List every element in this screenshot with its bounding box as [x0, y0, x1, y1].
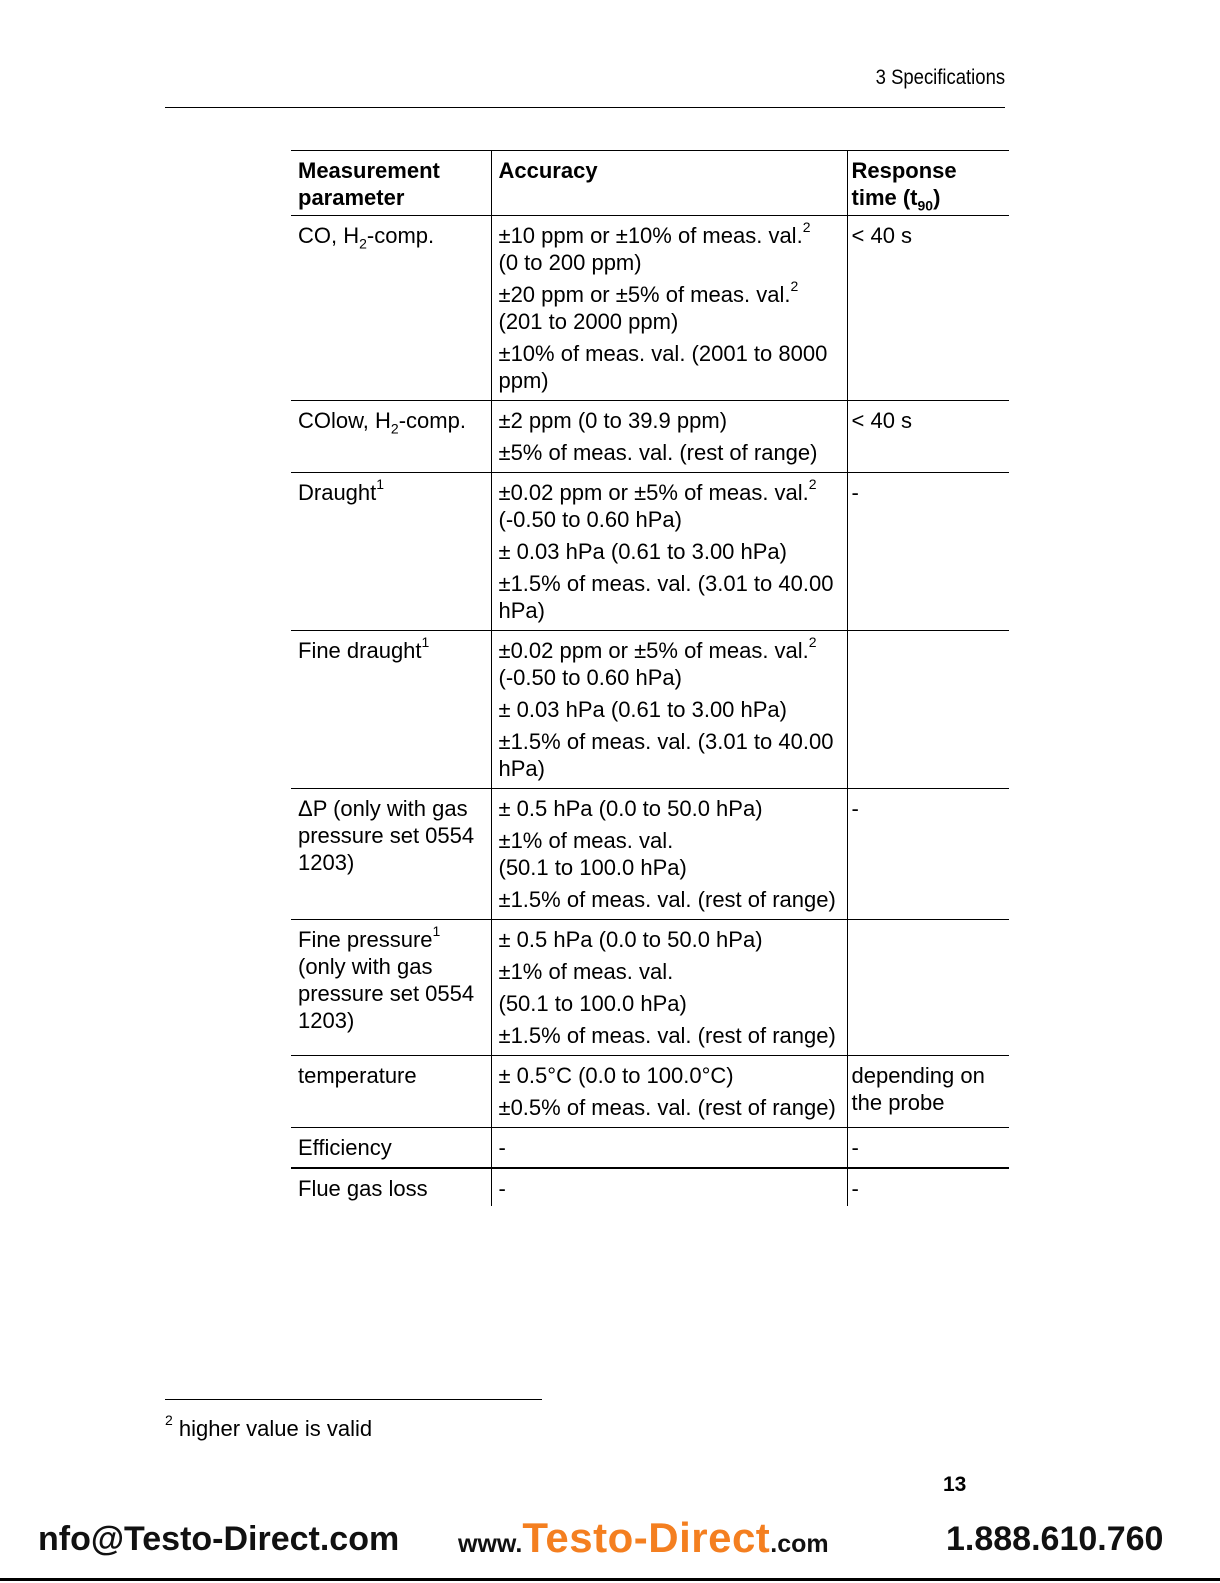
footer-web-brand: Testo-Direct: [522, 1514, 771, 1561]
cell-accuracy: [491, 1168, 847, 1206]
accuracy-line: [499, 886, 843, 913]
accuracy-line: [499, 926, 843, 953]
accuracy-line: [499, 538, 843, 565]
accuracy-text: ±5% of meas. val. (rest of range): [498, 440, 818, 465]
cell-parameter: [291, 1056, 491, 1128]
parameter-name: ΔP (only with gas pressure set 0554 1203): [298, 796, 475, 875]
footer-bar: [0, 1510, 1220, 1570]
parameter-name: Efficiency: [298, 1135, 392, 1160]
cell-accuracy: [491, 216, 847, 401]
footnote: [165, 1411, 373, 1442]
cell-response-time: depending on the probe: [847, 1056, 1009, 1128]
accuracy-line: [499, 958, 843, 985]
cell-accuracy: [491, 631, 847, 789]
accuracy-line: [499, 795, 843, 822]
cell-accuracy: [491, 473, 847, 631]
table-row: [291, 1168, 1009, 1206]
accuracy-text: ±1.5% of meas. val. (rest of range): [498, 887, 836, 912]
accuracy-text: ±0.02 ppm or ±5% of meas. val.: [498, 480, 809, 505]
cell-response-time: -: [847, 1128, 1009, 1169]
table-row: [291, 789, 1009, 920]
cell-accuracy: [491, 401, 847, 473]
accuracy-range: (-0.50 to 0.60 hPa): [498, 507, 682, 532]
accuracy-text: ±2 ppm (0 to 39.9 ppm): [498, 408, 728, 433]
accuracy-line: [499, 340, 843, 394]
footnote-marker: 2: [165, 1411, 173, 1428]
accuracy-line: [499, 1022, 843, 1049]
footer-phone[interactable]: 1.888.610.760: [946, 1520, 1164, 1558]
table-row: [291, 1128, 1009, 1169]
accuracy-line: [498, 633, 843, 691]
parameter-name: Draught: [298, 480, 377, 505]
accuracy-text: ±20 ppm or ±5% of meas. val.: [498, 282, 791, 307]
accuracy-text: ±0.02 ppm or ±5% of meas. val.: [498, 638, 809, 663]
table-row: [291, 473, 1009, 631]
cell-accuracy: [491, 920, 847, 1056]
accuracy-text: ±10 ppm or ±10% of meas. val.: [498, 223, 803, 248]
cell-response-time: -: [847, 1168, 1009, 1206]
cell-response-time: < 40 s: [847, 401, 1009, 473]
accuracy-range: (201 to 2000 ppm): [498, 309, 679, 334]
cell-parameter: [291, 789, 491, 920]
accuracy-text: -: [498, 1176, 506, 1201]
header-response-time-sub: 90: [917, 197, 934, 214]
cell-parameter: [291, 1128, 491, 1169]
accuracy-text: ± 0.5 hPa (0.0 to 50.0 hPa): [498, 927, 763, 952]
accuracy-line: [498, 277, 843, 335]
accuracy-line: [499, 827, 843, 881]
header-response-time-close: ): [933, 185, 941, 210]
accuracy-line: [499, 1175, 843, 1202]
parameter-name: COlow, H: [298, 408, 391, 433]
accuracy-text: ± 0.03 hPa (0.61 to 3.00 hPa): [498, 697, 787, 722]
bottom-rule: [0, 1578, 1220, 1581]
parameter-subscript: 2: [390, 420, 399, 437]
accuracy-text: (50.1 to 100.0 hPa): [498, 991, 687, 1016]
cell-response-time: -: [847, 473, 1009, 631]
table-row: [291, 920, 1009, 1056]
cell-parameter: [291, 473, 491, 631]
accuracy-text: ± 0.03 hPa (0.61 to 3.00 hPa): [498, 539, 787, 564]
header-response-time-text: Response time (t: [851, 158, 957, 210]
parameter-footnote-ref: 1: [376, 475, 385, 492]
accuracy-range: (50.1 to 100.0 hPa): [498, 855, 687, 880]
accuracy-line: [499, 570, 843, 624]
cell-parameter: [291, 401, 491, 473]
header-rule: [165, 107, 1005, 108]
parameter-name: CO, H: [298, 223, 360, 248]
cell-parameter: [291, 631, 491, 789]
accuracy-text: ±1.5% of meas. val. (3.01 to 40.00 hPa): [498, 571, 834, 623]
accuracy-footnote-ref: 2: [808, 633, 817, 650]
page-number: 13: [943, 1473, 967, 1496]
footer-website-link[interactable]: [458, 1514, 829, 1562]
footer-web-prefix: www.: [458, 1530, 523, 1558]
parameter-footnote-ref: 1: [432, 922, 441, 939]
accuracy-line: [499, 990, 843, 1017]
table-row: [291, 631, 1009, 789]
table-header-row: [291, 151, 1009, 216]
header-accuracy: Accuracy: [491, 151, 847, 216]
section-title: 3 Specifications: [875, 66, 1005, 89]
footer-email-link[interactable]: nfo@Testo-Direct.com: [38, 1520, 400, 1558]
accuracy-line: [499, 1134, 843, 1161]
cell-accuracy: [491, 1056, 847, 1128]
cell-response-time: [847, 920, 1009, 1056]
accuracy-line: [499, 696, 843, 723]
cell-response-time: [847, 631, 1009, 789]
parameter-suffix: -comp.: [366, 223, 435, 248]
accuracy-line: [499, 1094, 843, 1121]
accuracy-text: ±0.5% of meas. val. (rest of range): [498, 1095, 836, 1120]
accuracy-range: (-0.50 to 0.60 hPa): [498, 665, 682, 690]
accuracy-text: ±10% of meas. val. (2001 to 8000 ppm): [498, 341, 828, 393]
accuracy-line: [498, 475, 843, 533]
accuracy-text: ±1% of meas. val.: [498, 959, 674, 984]
table-body: [291, 216, 1009, 1207]
accuracy-line: [499, 407, 843, 434]
accuracy-line: [499, 1062, 843, 1089]
parameter-footnote-ref: 1: [421, 633, 430, 650]
parameter-name: Fine pressure: [298, 927, 433, 952]
accuracy-text: -: [498, 1135, 506, 1160]
accuracy-footnote-ref: 2: [802, 218, 811, 235]
accuracy-line: [498, 218, 843, 276]
parameter-name: Flue gas loss: [298, 1176, 428, 1201]
cell-response-time: -: [847, 789, 1009, 920]
footnote-text: higher value is valid: [172, 1416, 373, 1441]
header-response-time: [847, 151, 1009, 216]
accuracy-text: ± 0.5°C (0.0 to 100.0°C): [498, 1063, 734, 1088]
cell-accuracy: [491, 1128, 847, 1169]
accuracy-footnote-ref: 2: [808, 475, 817, 492]
cell-parameter: [291, 920, 491, 1056]
accuracy-range: (0 to 200 ppm): [498, 250, 642, 275]
specifications-table: [291, 150, 1009, 1206]
accuracy-line: [499, 439, 843, 466]
footnote-rule: [165, 1399, 542, 1400]
cell-response-time: < 40 s: [847, 216, 1009, 401]
accuracy-footnote-ref: 2: [790, 277, 799, 294]
table-row: [291, 1056, 1009, 1128]
cell-parameter: [291, 216, 491, 401]
accuracy-text: ± 0.5 hPa (0.0 to 50.0 hPa): [498, 796, 763, 821]
table-row: [291, 216, 1009, 401]
cell-accuracy: [491, 789, 847, 920]
parameter-suffix: -comp.: [398, 408, 466, 433]
table-row: [291, 401, 1009, 473]
header-measurement-parameter: Measurement parameter: [291, 151, 491, 216]
accuracy-line: [499, 728, 843, 782]
accuracy-text: ±1.5% of meas. val. (rest of range): [498, 1023, 836, 1048]
footer-web-suffix: .com: [770, 1530, 829, 1558]
parameter-name: temperature: [298, 1063, 417, 1088]
parameter-name: Fine draught: [298, 638, 422, 663]
accuracy-text: ±1% of meas. val.: [498, 828, 674, 853]
accuracy-text: ±1.5% of meas. val. (3.01 to 40.00 hPa): [498, 729, 834, 781]
cell-parameter: [291, 1168, 491, 1206]
parameter-note: (only with gas pressure set 0554 1203): [298, 954, 475, 1033]
parameter-subscript: 2: [359, 235, 367, 252]
